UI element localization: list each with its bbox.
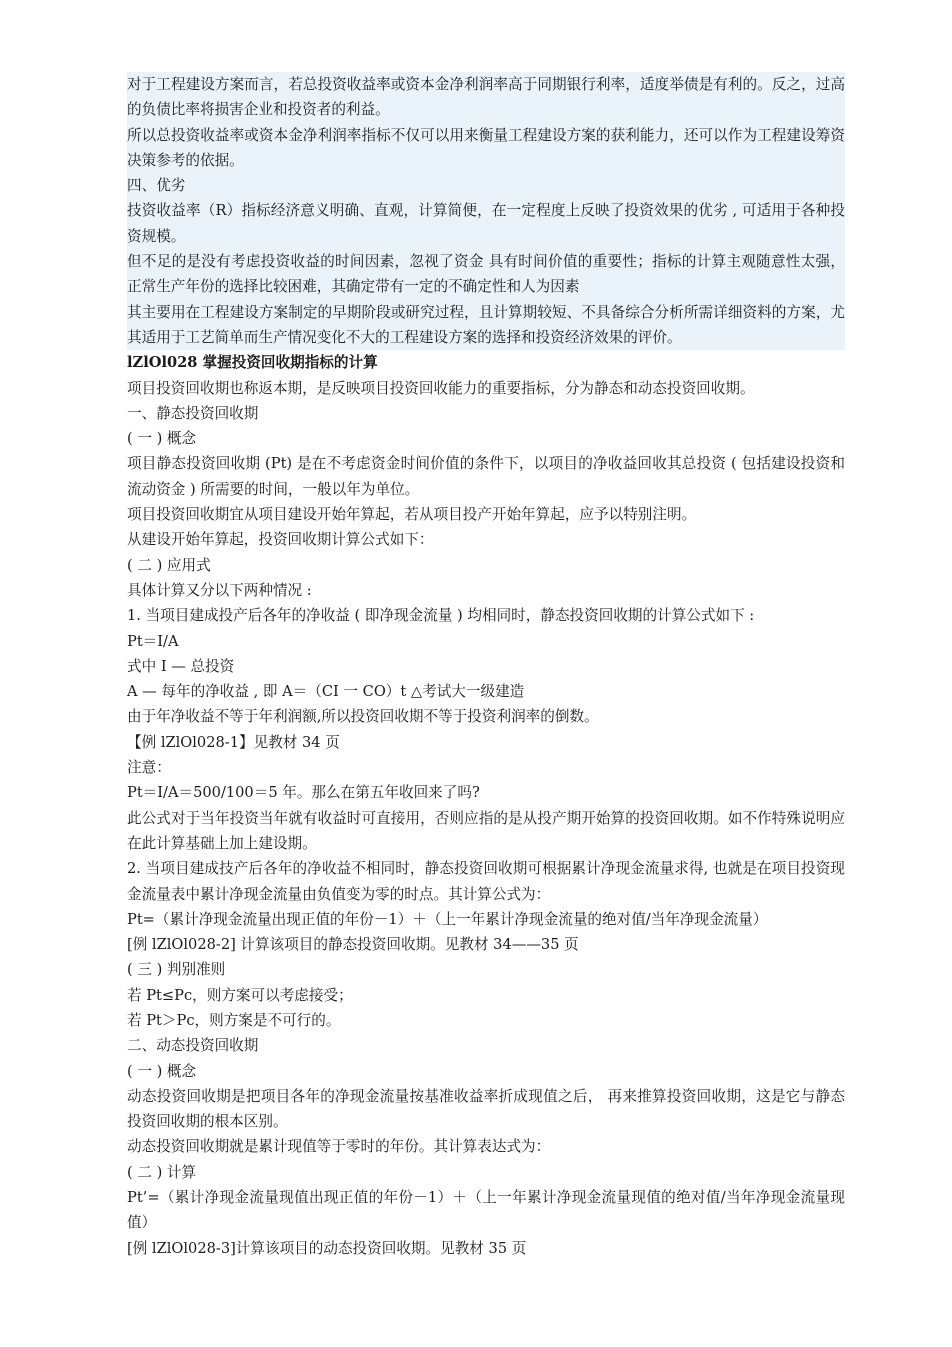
- paragraph-reciprocal-note: 由于年净收益不等于年利润额,所以投资回收期不等于投资利润率的倒数。: [127, 708, 599, 726]
- highlighted-section: [127, 72, 845, 350]
- paragraph-formula-intro: 从建设开始年算起，投资回收期计算公式如下：: [127, 531, 434, 549]
- criteria-acceptable: 若 Pt≤Pc，则方案可以考虑接受；: [127, 986, 353, 1004]
- criteria-infeasible: 若 Pt＞Pc，则方案是不可行的。: [127, 1011, 341, 1029]
- paragraph-construction-period: 此公式对于当年投资当年就有收益时可直接用，否则应指的是从投产期开始算的投资回收期。如不作特殊说明应在此计算基础上加上建设期。: [127, 809, 845, 852]
- paragraph-two-cases: 具体计算又分以下两种情况 :: [127, 581, 312, 599]
- example-3: [例 lZlOl028-3]计算该项目的动态投资回收期。见教材 35 页: [127, 1239, 527, 1257]
- heading-dynamic-concept: ( 一 ) 概念: [127, 1062, 197, 1080]
- paragraph-application: 其主要用在工程建设方案制定的早期阶段或研究过程，且计算期较短、不具备综合分析所需详细资料的方案，尤其适用于工艺简单而生产情况变化不大的工程建设方案的选择和投资经济效果的评价。: [127, 303, 845, 346]
- heading-calculation: ( 二 ) 计算: [127, 1163, 197, 1181]
- paragraph-case-2: 2. 当项目建成技产后各年的净收益不相同时，静态投资回收期可根据累计净现金流量求得, 也就是在项目投资现金流量表中累计净现金流量由负值变为零的时点。其计算公式为：: [127, 860, 845, 903]
- heading-dynamic-payback: 二、动态投资回收期: [127, 1037, 259, 1055]
- formula-legend-a: A — 每年的净收益 , 即 A＝（CI 一 CO）t △考试大一级建造: [127, 683, 525, 701]
- example-2: [例 lZlOl028-2] 计算该项目的静态投资回收期。见教材 34——35 页: [127, 936, 579, 954]
- paragraph-case-1: 1. 当项目建成投产后各年的净收益 ( 即净现金流量 ) 均相同时，静态投资回收期的计算公式如下 :: [127, 607, 755, 625]
- document-body: [127, 72, 845, 1261]
- paragraph-advantages: 技资收益率（R）指标经济意义明确、直观，计算简便，在一定程度上反映了投资效果的优劣 , 可适用于各种投资规模。: [127, 202, 845, 245]
- heading-application: ( 二 ) 应用式: [127, 556, 211, 574]
- paragraph-leverage: 对于工程建设方案而言，若总投资收益率或资本金净利润率高于同期银行利率，适度举债是有利的。反之，过高的负债比率将损害企业和投资者的利益。: [127, 76, 845, 119]
- formula-cumulative: Pt=（累计净现金流量出现正值的年份－1）＋（上一年累计净现金流量的绝对值/当年净现金流量）: [127, 910, 768, 928]
- formula-dynamic: Pt’=（累计净现金流量现值出现正值的年份－1）＋（上一年累计净现金流量现值的绝对值/当年净现金流量现值）: [127, 1189, 845, 1232]
- paragraph-dynamic-definition: 动态投资回收期是把项目各年的净现金流量按基准收益率折成现值之后， 再来推算投资回收期，这是它与静态投资回收期的根本区别。: [127, 1087, 845, 1131]
- paragraph-static-definition: 项目静态投资回收期 (Pt) 是在不考虑资金时间价值的条件下，以项目的净收益回收其总投资 ( 包括建设投资和流动资金 ) 所需要的时间，一般以年为单位。: [127, 455, 845, 498]
- heading-concept: ( 一 ) 概念: [127, 430, 197, 448]
- note-calculation: Pt＝I/A＝500/100＝5 年。那么在第五年收回来了吗?: [127, 784, 480, 802]
- heading-static-payback: 一、静态投资回收期: [127, 404, 259, 422]
- paragraph-indicator-use: 所以总投资收益率或资本金净利润率指标不仅可以用来衡量工程建设方案的获利能力，还可以作为工程建设筹资决策参考的依据。: [127, 126, 845, 169]
- paragraph-dynamic-zero: 动态投资回收期就是累计现值等于零时的年份。其计算表达式为：: [127, 1138, 551, 1156]
- paragraph-disadvantages: 但不足的是没有考虑投资收益的时间因素，忽视了资金 具有时间价值的重要性；指标的计算主观随意性太强，正常生产年份的选择比较困难，其确定带有一定的不确定性和人为因素: [127, 253, 845, 296]
- note-label: 注意：: [127, 759, 171, 777]
- formula-pt: Pt＝I/A: [127, 632, 179, 650]
- formula-legend-i: 式中 I — 总投资: [127, 657, 235, 675]
- example-1: 【例 lZlOl028-1】见教材 34 页: [127, 733, 340, 751]
- paragraph-intro: 项目投资回收期也称返本期，是反映项目投资回收能力的重要指标，分为静态和动态投资回收期。: [127, 379, 755, 397]
- paragraph-start-year: 项目投资回收期宜从项目建设开始年算起，若从项目投产开始年算起，应予以特别注明。: [127, 506, 697, 524]
- heading-criteria: ( 三 ) 判别准则: [127, 961, 226, 979]
- section-title: lZlOl028 掌握投资回收期指标的计算: [127, 354, 378, 372]
- heading-pros-cons: 四、优劣: [127, 177, 186, 195]
